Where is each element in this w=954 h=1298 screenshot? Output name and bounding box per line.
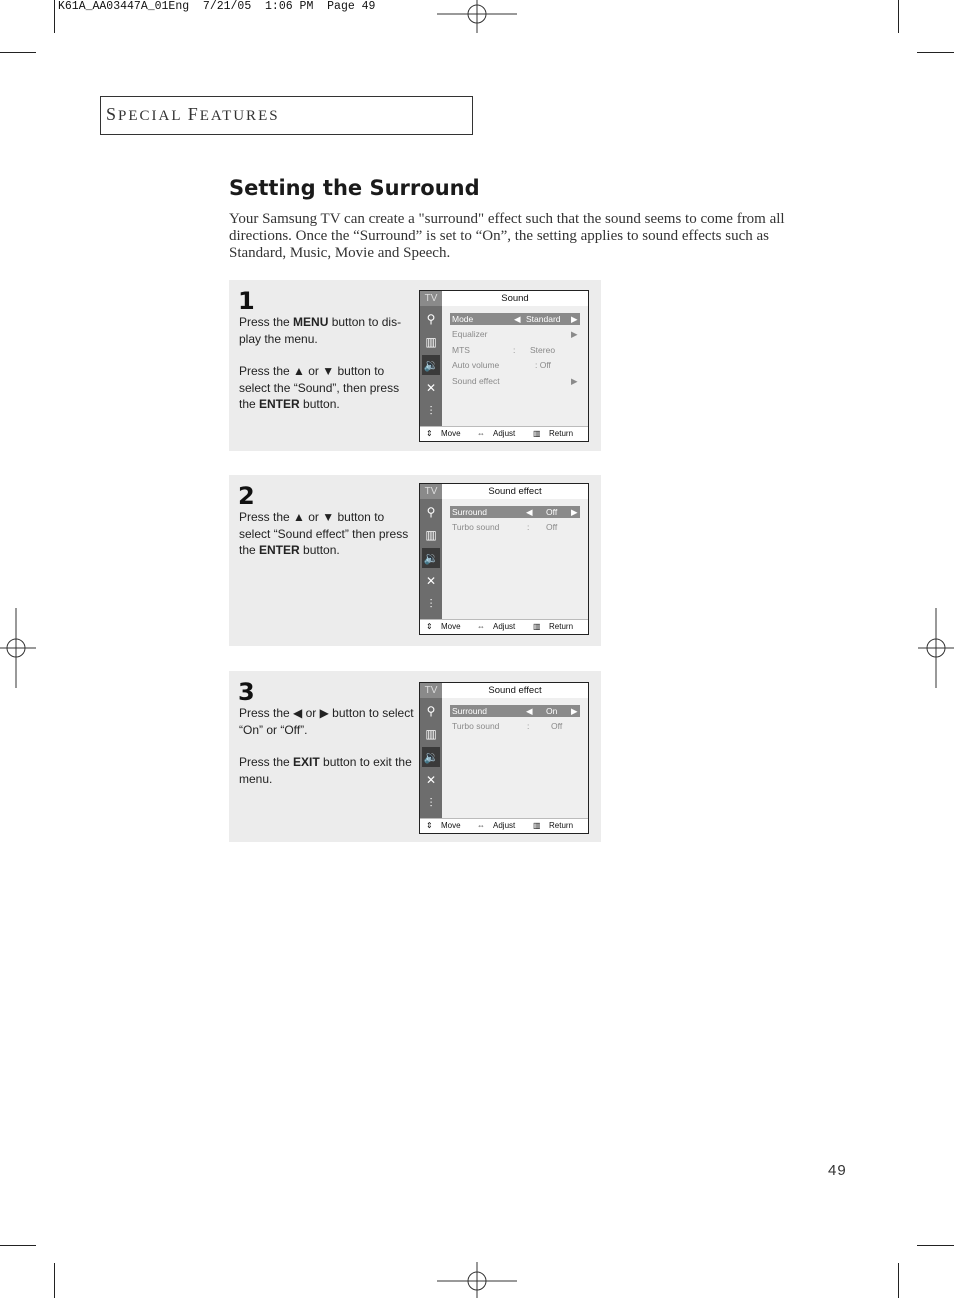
move-icon: ⇕ (426, 622, 433, 631)
menu-header: Sound effect (442, 484, 588, 499)
step-instructions: Press the MENU button to dis-play the menu. Press the ▲ or ▼ button to select the “Sound”, then press the ENTER button. (239, 315, 402, 411)
page-title: Setting the Surround (229, 176, 480, 200)
right-triangle-icon: ▶ (571, 706, 578, 716)
tv-label: TV (420, 484, 442, 499)
menu-row-surround: Surround ◀ Off ▶ (450, 506, 580, 518)
menu-footer: ⇕ Move ⇔ Adjust ▥ Return (420, 426, 588, 441)
step-3-panel (229, 671, 601, 842)
registration-mark-icon (0, 608, 40, 688)
crop-mark (917, 1245, 954, 1246)
crop-mark (0, 52, 36, 53)
registration-mark-icon (914, 608, 954, 688)
return-icon: ▥ (533, 821, 541, 830)
registration-mark-icon (437, 0, 517, 35)
menu-footer: ⇕ Move ⇔ Adjust ▥ Return (420, 818, 588, 833)
step-instructions: Press the ▲ or ▼ button to select “Sound effect” then press the ENTER button. (239, 510, 409, 557)
crop-mark (898, 0, 899, 33)
down-triangle-icon: ▼ (322, 510, 335, 524)
menu-row-turbo-sound: Turbo sound : Off (452, 522, 558, 532)
crop-mark (54, 0, 55, 33)
channel-icon: ▥ (425, 727, 437, 741)
left-triangle-icon: ◀ (526, 507, 533, 517)
sound-icon: 🔉 (422, 355, 440, 375)
antenna-icon: ✕ (425, 381, 437, 395)
right-triangle-icon: ▶ (571, 375, 578, 386)
menu-row-mts: MTS : Stereo (452, 344, 556, 355)
menu-footer: ⇕ Move ⇔ Adjust ▥ Return (420, 619, 588, 634)
picture-icon: ⚲ (426, 704, 436, 718)
crop-mark (917, 52, 954, 53)
menu-row-mode: Mode ◀ Standard ▶ (450, 313, 580, 325)
tv-menu-screen (419, 290, 589, 442)
setup-icon: ⫶ (429, 796, 433, 810)
adjust-icon: ⇔ (477, 821, 485, 830)
menu-sidebar (420, 484, 442, 620)
menu-sidebar (420, 683, 442, 819)
menu-row-turbo-sound: Turbo sound : Off (452, 721, 563, 731)
right-triangle-icon: ▶ (571, 507, 578, 517)
step-number: 1 (238, 287, 255, 315)
adjust-icon: ⇔ (477, 622, 485, 631)
tv-label: TV (420, 683, 442, 698)
section-title: SPECIAL FEATURES (106, 104, 280, 124)
right-triangle-icon: ▶ (571, 314, 578, 324)
channel-icon: ▥ (425, 528, 437, 542)
antenna-icon: ✕ (425, 574, 437, 588)
return-icon: ▥ (533, 429, 541, 438)
tv-label: TV (420, 291, 442, 306)
crop-mark (0, 1245, 36, 1246)
sound-icon: 🔉 (422, 747, 440, 767)
step-number: 3 (238, 678, 255, 706)
menu-rows (450, 705, 580, 736)
menu-row-auto-volume: Auto volume : Off (452, 360, 551, 370)
setup-icon: ⫶ (429, 404, 433, 418)
menu-header: Sound (442, 291, 588, 306)
adjust-icon: ⇔ (477, 429, 485, 438)
step-number: 2 (238, 482, 255, 510)
picture-icon: ⚲ (426, 505, 436, 519)
menu-rows (450, 313, 580, 390)
tv-menu-screen (419, 483, 589, 635)
up-triangle-icon: ▲ (293, 364, 305, 378)
menu-row-surround: Surround ◀ On ▶ (450, 705, 580, 717)
picture-icon: ⚲ (426, 312, 436, 326)
sound-icon: 🔉 (422, 548, 440, 568)
menu-header: Sound effect (442, 683, 588, 698)
right-triangle-icon: ▶ (319, 706, 329, 720)
move-icon: ⇕ (426, 821, 433, 830)
menu-sidebar (420, 291, 442, 427)
step-2-panel (229, 475, 601, 646)
crop-mark (898, 1263, 899, 1298)
move-icon: ⇕ (426, 429, 433, 438)
registration-mark-icon (437, 1262, 517, 1298)
antenna-icon: ✕ (425, 773, 437, 787)
menu-row-sound-effect: Sound effect ▶ (452, 375, 578, 386)
step-instructions: Press the ◀ or ▶ button to select “On” or “Off”. Press the EXIT button to exit the menu. (239, 706, 414, 786)
left-triangle-icon: ◀ (293, 706, 303, 720)
return-icon: ▥ (533, 622, 541, 631)
channel-icon: ▥ (425, 335, 437, 349)
menu-rows (450, 506, 580, 537)
print-slug: K61A_AA03447A_01Eng 7/21/05 1:06 PM Page 49 (58, 0, 376, 13)
intro-paragraph: Your Samsung TV can create a "surround" effect such that the sound seems to come from all directions. Once the “Surround” is set to “On”, the setting applies to sound effects such as Standard, Music, Movie and Speech. (229, 211, 785, 261)
menu-row-equalizer: Equalizer ▶ (452, 329, 578, 339)
crop-mark (54, 1263, 55, 1298)
right-triangle-icon: ▶ (571, 329, 578, 339)
tv-menu-screen (419, 682, 589, 834)
step-1-panel (229, 280, 601, 451)
setup-icon: ⫶ (429, 597, 433, 611)
up-triangle-icon: ▲ (293, 510, 305, 524)
left-triangle-icon: ◀ (514, 314, 521, 324)
page-number: 49 (828, 1162, 847, 1179)
down-triangle-icon: ▼ (322, 364, 335, 378)
left-triangle-icon: ◀ (526, 706, 533, 716)
